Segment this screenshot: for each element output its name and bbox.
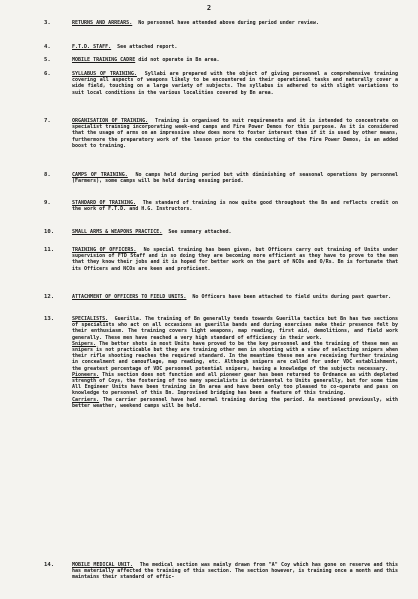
paragraph-heading: ATTACHMENT OF OFFICERS TO FIELD UNITS. xyxy=(72,294,187,300)
paragraph-number: 4. xyxy=(44,44,51,50)
paragraph-heading: TRAINING OF OFFICERS. xyxy=(72,247,137,253)
paragraph-text: See summary attached. xyxy=(168,229,232,235)
paragraph-text: No special training has been given, but Officers carry out training of Units under supervision of FTD Staff and in so doing they are becoming more efficient as they have to prove to the men that they know their jobs and it is hoped for better work on the part of NCOs and O/Rs. Bn is fortunate that its Officers and NCOs are keen and proficient. xyxy=(72,247,398,272)
paragraph-number: 11. xyxy=(44,247,55,253)
paragraph-text: did not operate in Bn area. xyxy=(138,57,220,63)
sub-text: The better shots in most Units have proved to be the key personnel and the training of these men as snipers is not practicable but they are training other men in shooting with a view of selecting snipers when their rifle shooting reaches the required standard. In the meantime these men are receiving further training in concealment and camouflage, map reading, etc. Although snipers are called for under VDC establishment, the greatest percentage of VDC personnel potential snipers, having a knowledge of the subjects necessary. xyxy=(72,340,399,372)
paragraph-heading: SPECIALISTS. xyxy=(72,316,109,322)
paragraph-heading: ORGANISATION OF TRAINING. xyxy=(72,118,149,124)
sub-label: Pioneers. xyxy=(72,371,100,378)
sub-snipers xyxy=(72,341,398,372)
paragraph-text: No camps held during period but with diminishing of seasonal operations by personnel (Farmers), some camps will be held during ensuing period. xyxy=(72,172,398,185)
paragraph-heading: SMALL ARMS & WEAPONS PRACTICE. xyxy=(72,229,163,235)
sub-text: This section does not function and all pioneer gear has been returned to Ordnance as with depleted strength of Coys, the fostering of too many specialists is detrimental to Units generally, but for some time All Engineer Units have been training in Bn area and have been only too pleased to co-operate and pass on knowledge to personnel of this Bn. Improvised bridging has been a feature of this training. xyxy=(72,371,398,397)
sub-label: Snipers. xyxy=(72,340,97,347)
paragraph-text: No personnel have attended above during period under review. xyxy=(138,20,319,26)
paragraph-number: 13. xyxy=(44,316,55,322)
paragraph-number: 12. xyxy=(44,294,55,300)
paragraph-number: 8. xyxy=(44,172,51,178)
paragraph-text: The standard of training is now quite good throughout the Bn and reflects credit on the work of F.T.D. and H.G. Instructors. xyxy=(72,200,398,213)
paragraph-text: No Officers have been attached to field units during past quarter. xyxy=(192,294,392,300)
sub-pioneers xyxy=(72,372,398,397)
paragraph-heading: F.T.D. STAFF. xyxy=(72,44,112,50)
paragraph-number: 6. xyxy=(44,71,51,77)
paragraph-number: 9. xyxy=(44,200,51,206)
paragraph-heading: CAMPS OF TRAINING. xyxy=(72,172,128,178)
paragraph-number: 3. xyxy=(44,20,51,26)
paragraph-text: The medical section was mainly drawn from "A" Coy which has gone on reserve and this has materially affected the training of this section. The section however, is training once a month and this maintains their standard of effic- xyxy=(72,562,398,581)
paragraph-text: Training is organised to suit requirements and it is intended to concentrate on specialist training incorporating week-end camps and Fire Power Demos for this purpose. As it is considered that the usage of arms on an impressive show does more to foster interest than if it is used by other means, furthermore the preparatory work of the lesson prior to the conducting of the Fire Power Demos, is an added boost to training. xyxy=(72,118,398,149)
paragraph-heading: MOBILE MEDICAL UNIT. xyxy=(72,562,133,568)
paragraph-heading: RETURNS AND ARREARS. xyxy=(72,20,133,26)
paragraph-heading: SYLLABUS OF TRAINING. xyxy=(72,71,137,77)
paragraph-heading: MOBILE TRAINING CADRE xyxy=(72,57,136,63)
paragraph-text: Guerilla. The training of Bn generally tends towards Guerilla tactics but Bn has two sections of specialists who act on all occasions as guerilla bands and during exercises make their presence felt by their enthusiasm. The training covers light weapons, map reading, first aid, demolitions, and field work generally. These men have reached a very high standard of efficiency in their work. xyxy=(72,316,398,341)
paragraph-number: 5. xyxy=(44,57,51,63)
paragraph-number: 7. xyxy=(44,118,51,124)
sub-text: The carrier personnel have had normal training during the period. As mentioned previously, with better weather, weekend camps will be held. xyxy=(72,396,398,409)
sub-carriers xyxy=(72,397,398,409)
paragraph-text: Syllabi are prepared with the object of giving personnel a comprehensive training covering all aspects of weapons likely to be encountered in their operational tasks and naturally cover a wide field, touching on a large variety of subjects. The syllabus is adhered to with slight variations to suit local conditions in the various localities covered by Bn area. xyxy=(72,71,398,96)
paragraph-heading: STANDARD OF TRAINING. xyxy=(72,200,136,206)
paragraph-number: 10. xyxy=(44,229,55,235)
page-number: 2 xyxy=(206,4,212,12)
sub-label: Carriers. xyxy=(72,396,100,403)
paragraph-text: See attached report. xyxy=(117,44,178,50)
paragraph-number: 14. xyxy=(44,562,55,568)
